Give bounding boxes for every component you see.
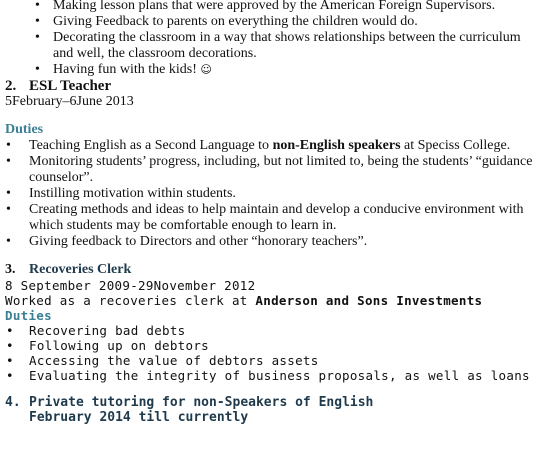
list-item: • Giving feedback to Directors and other “honorary teachers”. xyxy=(5,234,537,250)
section2-list xyxy=(5,138,537,250)
list-item: • Teaching English as a Second Language to non-English speakers at Speciss College. xyxy=(5,138,537,154)
section4-dates: February 2014 till currently xyxy=(29,410,249,425)
section2-duties-label: Duties xyxy=(5,122,44,137)
list-item: • Having fun with the kids! ☺ xyxy=(5,62,537,78)
section3-dates: 8 September 2009-29November 2012 xyxy=(5,278,256,293)
list-item: • Making lesson plans that were approved by the American Foreign Supervisors. xyxy=(5,0,537,14)
list-item: • Instilling motivation within students. xyxy=(5,186,537,202)
list-item: • Creating methods and ideas to help maintain and develop a conducive environment with which students may be comfortable enough to learn in. xyxy=(5,202,537,234)
list-item: • Evaluating the integrity of business proposals, as well as loans xyxy=(5,368,537,383)
section4-heading: 4. Private tutoring for non-Speakers of English xyxy=(5,395,374,410)
list-item: • Recovering bad debts xyxy=(5,323,537,338)
section1-list xyxy=(5,0,537,78)
section2-heading: 2. ESL Teacher xyxy=(5,78,112,94)
section2-dates: 5February–6June 2013 xyxy=(5,94,134,109)
list-item: • Monitoring students’ progress, including, but not limited to, being the students’ “guidance counselor”. xyxy=(5,154,537,186)
list-item: • Decorating the classroom in a way that shows relationships between the curriculum and well, the classroom decorations. xyxy=(5,30,537,62)
list-item: • Accessing the value of debtors assets xyxy=(5,353,537,368)
section3-list xyxy=(5,323,537,383)
smiley-icon: ☺ xyxy=(200,63,212,76)
list-item: • Following up on debtors xyxy=(5,338,537,353)
list-item: • Giving Feedback to parents on everything the children would do. xyxy=(5,14,537,30)
section3-heading: 3. Recoveries Clerk xyxy=(5,262,132,277)
section3-duties-label: Duties xyxy=(5,308,52,323)
section3-summary: Worked as a recoveries clerk at Anderson and Sons Investments xyxy=(5,293,483,308)
